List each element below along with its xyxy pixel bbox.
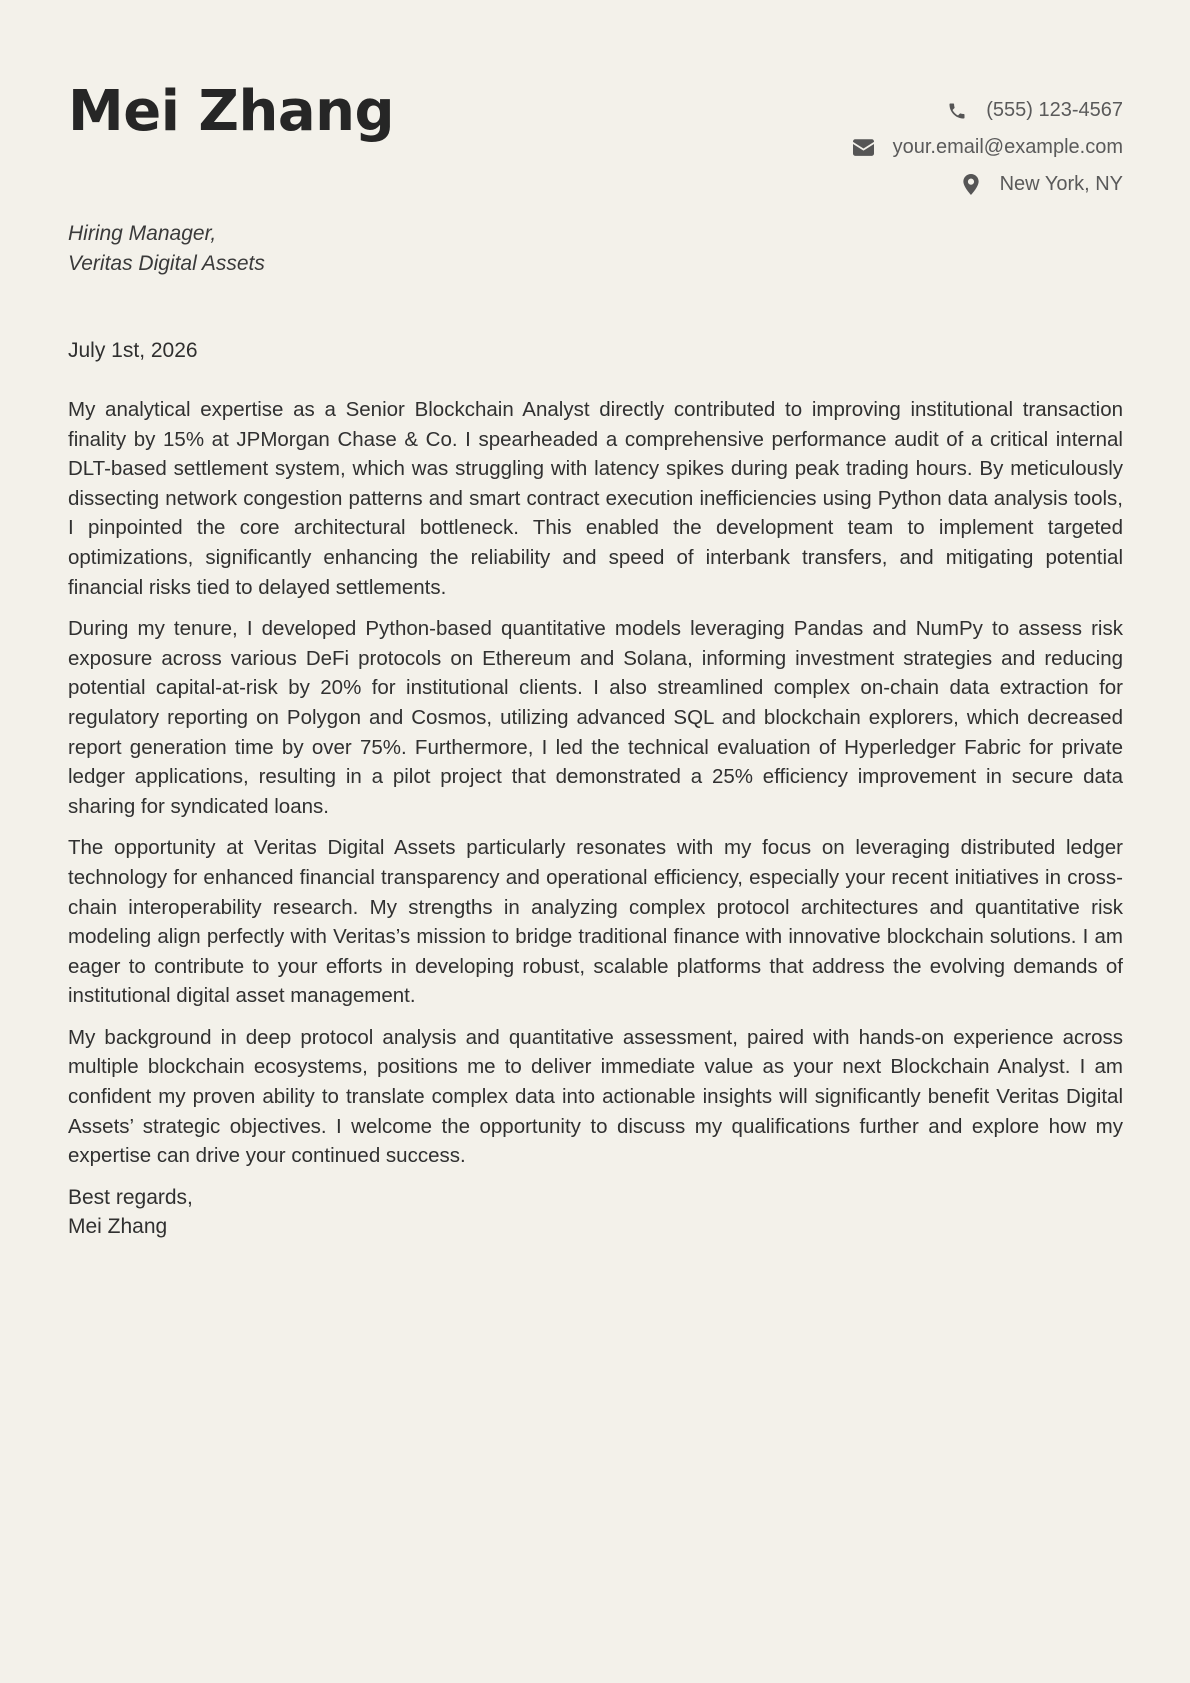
envelope-icon (853, 137, 875, 159)
phone-text: (555) 123-4567 (986, 99, 1123, 121)
recipient-title: Hiring Manager, (68, 222, 217, 245)
paragraph: My analytical expertise as a Senior Blockchain Analyst directly contributed to improving institutional transaction finality by 15% at JPMorgan Chase & Co. I spearheaded a comprehensive performance audit of a critical internal DLT-based settlement system, which was struggling with latency spikes during peak trading hours. By meticulously dissecting network congestion patterns and smart contract execution inefficiencies using Python data analysis tools, I pinpointed the core architectural bottleneck. This enabled the development team to implement targeted optimizations, significantly enhancing the reliability and speed of interbank transfers, and mitigating potential financial risks tied to delayed settlements. (68, 398, 1123, 599)
paragraph: My background in deep protocol analysis and quantitative assessment, paired with hands-on experience across multiple blockchain ecosystems, positions me to deliver immediate value as your next Blockchain Analyst. I am confident my proven ability to translate complex data into actionable insights will significantly benefit Veritas Digital Assets’ strategic objectives. I welcome the opportunity to discuss my qualifications further and explore how my expertise can drive your continued success. (68, 1025, 1123, 1168)
email-text: your.email@example.com (892, 136, 1123, 158)
letter-date: July 1st, 2026 (68, 339, 198, 362)
applicant-name: Mei Zhang (68, 79, 395, 144)
location-text: New York, NY (999, 173, 1123, 195)
contact-phone (853, 92, 1123, 129)
paragraph: During my tenure, I developed Python-based quantitative models leveraging Pandas and NumPy to assess risk exposure across various DeFi protocols on Ethereum and Solana, informing investment strategies and reducing potential capital-at-risk by 20% for institutional clients. I also streamlined complex on-chain data extraction for regulatory reporting on Polygon and Cosmos, utilizing advanced SQL and blockchain explorers, which decreased report generation time by over 75%. Furthermore, I led the technical evaluation of Hyperledger Fabric for private ledger applications, resulting in a pilot project that demonstrated a 25% efficiency improvement in secure data sharing for syndicated loans. (68, 617, 1123, 818)
contact-location (853, 166, 1123, 203)
recipient-company: Veritas Digital Assets (68, 252, 265, 275)
closing-signature: Mei Zhang (68, 1215, 168, 1239)
contact-block (853, 92, 1123, 203)
closing-salutation: Best regards, (68, 1185, 193, 1209)
recipient-block (68, 219, 265, 279)
map-pin-icon (960, 174, 982, 196)
closing-block (68, 1183, 1123, 1242)
contact-email (853, 129, 1123, 166)
phone-icon (946, 100, 968, 122)
letter-body (68, 395, 1123, 1242)
paragraph: The opportunity at Veritas Digital Assets particularly resonates with my focus on leveraging distributed ledger technology for enhanced financial transparency and operational efficiency, especially your recent initiatives in cross-chain interoperability research. My strengths in analyzing complex protocol architectures and quantitative risk modeling align perfectly with Veritas’s mission to bridge traditional finance with innovative blockchain solutions. I am eager to contribute to your efforts in developing robust, scalable platforms that address the evolving demands of institutional digital asset management. (68, 836, 1123, 1008)
